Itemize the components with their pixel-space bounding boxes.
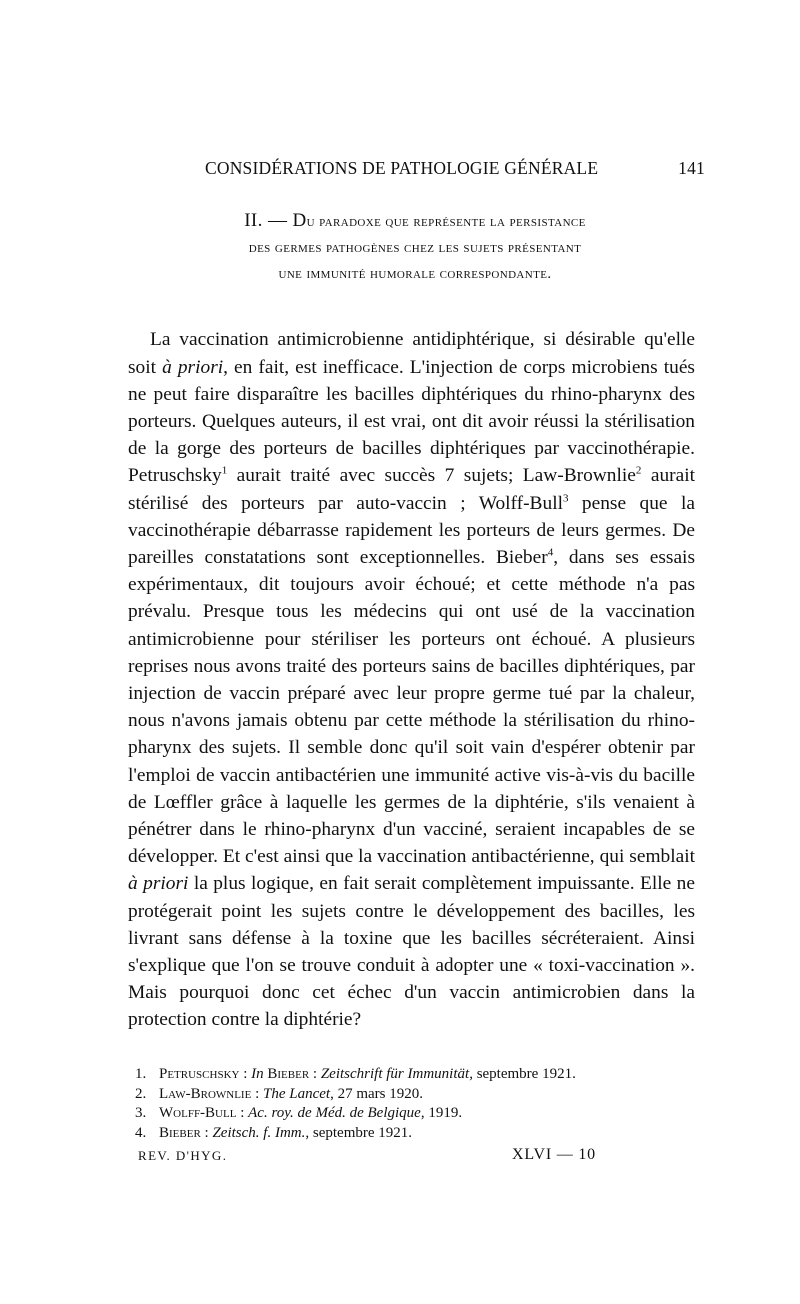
footnote-title: Zeitsch. f. Imm. — [212, 1124, 306, 1141]
footnote-author: Petruschsky — [159, 1066, 240, 1082]
footnote-3 — [135, 1104, 695, 1124]
footnote-details: , 27 mars 1920. — [330, 1085, 423, 1102]
section-title-line-3: une immunité humorale correspondante. — [278, 266, 552, 282]
running-title: CONSIDÉRATIONS DE PATHOLOGIE GÉNÉRALE — [205, 158, 599, 178]
sheet-signature: XLVI — 10 — [512, 1146, 596, 1163]
footnote-prefix: In — [251, 1066, 268, 1082]
section-title-line-1: u paradoxe que représente la persistance — [306, 214, 586, 230]
footnote-title: The Lancet — [263, 1085, 331, 1102]
footnote-separator: : — [236, 1105, 249, 1121]
body-text-run: La vaccination antimicrobienne antidiphtérique, si désirable qu'elle soit — [128, 329, 695, 378]
body-text-run: pense que la vaccinothérapie débarrasse rapidement les porteurs de leurs germes. De pareilles constatations sont exceptionnelles. Bieber — [128, 492, 695, 569]
footnote-separator: : — [251, 1085, 263, 1102]
footnote-number: 3. — [135, 1105, 147, 1121]
footnote-ref: 3 — [562, 492, 569, 505]
section-heading — [120, 208, 710, 287]
section-heading-line-1 — [120, 208, 710, 235]
footnote-separator: : — [200, 1124, 213, 1141]
footnote-details: , septembre 1921. — [469, 1066, 576, 1082]
footnote-number: 4. — [135, 1124, 147, 1141]
footnote-title: Ac. roy. de Méd. de Belgique — [248, 1105, 421, 1121]
footnote-author: Wolff-Bull — [159, 1105, 237, 1121]
section-numeral: II. — D — [244, 210, 307, 231]
footnote-separator: : — [239, 1066, 252, 1082]
footnote-cited-author: Bieber — [267, 1066, 310, 1082]
page-number: 141 — [678, 158, 705, 178]
footnote-author: Law-Brownlie — [159, 1085, 252, 1102]
footnote-ref: 2 — [635, 464, 642, 477]
footnote-ref: 1 — [221, 464, 228, 477]
body-text-run: aurait traité avec succès 7 sujets; Law-Brownlie — [227, 465, 636, 487]
footnote-details: , 1919. — [420, 1105, 463, 1121]
footnote-2 — [135, 1085, 695, 1105]
running-head — [205, 158, 705, 182]
body-text-run: la plus logique, en fait serait complètement impuissante. Elle ne protégerait point les sujets contre le développement des bacilles, les livrant sans défense à la toxine que les bacilles sécréteraient. Ainsi s'explique que l'on se trouve conduit à adopter une « toxi-vaccination ». Mais pourquoi donc cet échec d'un vaccin antimicrobien dans la protection contre la diphtérie? — [128, 873, 695, 1031]
footnote-1 — [135, 1065, 695, 1085]
journal-signature: REV. D'HYG. — [138, 1148, 228, 1163]
footnotes — [135, 1065, 695, 1143]
footnote-title: Zeitschrift für Immunität — [320, 1066, 470, 1082]
body-text-run: , en fait, est inefficace. L'injection de corps microbiens tués ne peut faire disparaître les bacilles diphtériques du rhino-pharynx des porteurs. Quelques auteurs, il est vrai, ont dit avoir réussi la stérilisation de la gorge des porteurs de bacilles diphtériques par vaccinothérapie. Petruschsky — [128, 356, 695, 487]
footnote-number: 2. — [135, 1085, 147, 1102]
footnote-author: Bieber — [159, 1124, 201, 1141]
section-title-line-2: des germes pathogènes chez les sujets présentant — [248, 240, 582, 256]
footnote-details: , septembre 1921. — [305, 1124, 413, 1141]
footnote-number: 1. — [135, 1066, 147, 1082]
footnote-ref: 4 — [547, 546, 554, 559]
body-italic: à priori — [162, 356, 224, 378]
footnote-separator: : — [309, 1066, 321, 1082]
body-text-run: aurait stérilisé des porteurs par auto-vaccin ; Wolff-Bull — [128, 465, 695, 514]
body-italic: à priori — [128, 873, 189, 895]
body-paragraph — [128, 326, 695, 1033]
footnote-4 — [135, 1124, 695, 1144]
body-text-run: , dans ses essais expérimentaux, dit toujours avoir échoué; et cette méthode n'a pas prévalu. Presque tous les médecins qui ont usé de la vaccination antimicrobienne pour stériliser les porteurs ont échoué. A plusieurs reprises nous avons traité des porteurs sains de bacilles diphtériques, par injection de vaccin préparé avec leur propre germe tué par la chaleur, nous n'avons jamais obtenu par cette méthode la stérilisation du rhino-pharynx des sujets. Il semble donc qu'il soit vain d'espérer obtenir par l'emploi de vaccin antibactérien une immunité active vis-à-vis du bacille de Lœffler grâce à laquelle les germes de la diphtérie, s'ils venaient à pénétrer dans le rhino-pharynx d'un vacciné, seraient incapables de se développer. Et c'est ainsi que la vaccination antibactérienne, qui semblait — [128, 547, 695, 868]
